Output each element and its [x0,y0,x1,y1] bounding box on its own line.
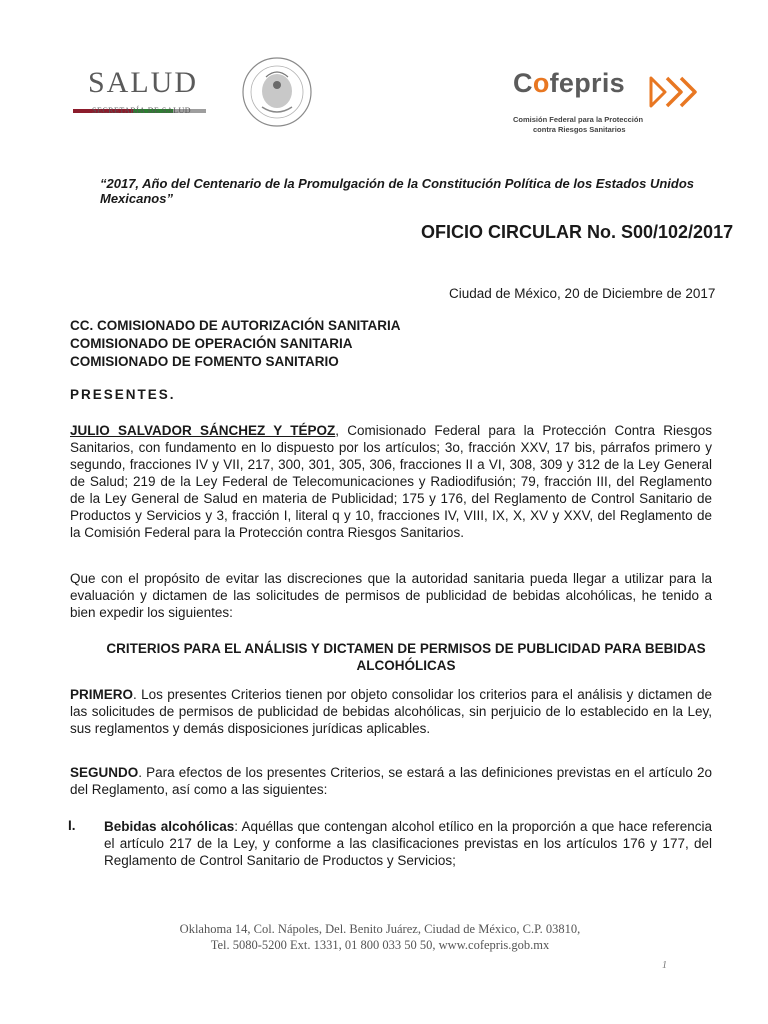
national-seal-icon [236,55,318,130]
date-line: Ciudad de México, 20 de Diciembre de 2017 [449,286,716,301]
addressee-line: COMISIONADO DE OPERACIÓN SANITARIA [70,336,353,351]
list-item-term: Bebidas alcohólicas [104,819,235,834]
criteria-heading: CRITERIOS PARA EL ANÁLISIS Y DICTAMEN DE PERMISOS DE PUBLICIDAD PARA BEBIDAS ALCOHÓLICAS [106,641,706,673]
page-number: 1 [662,960,667,971]
year-motto: “2017, Año del Centenario de la Promulgación de la Constitución Política de los Estados Unidos Mexicanos” [100,176,695,206]
cofepris-logo-text: Cofepris [513,68,625,98]
primero-paragraph [70,686,712,737]
segundo-paragraph [70,764,712,798]
addressee-line: CC. COMISIONADO DE AUTORIZACIÓN SANITARIA [70,318,401,333]
commissioner-name: JULIO SALVADOR SÁNCHEZ Y TÉPOZ [70,423,336,438]
presentes-heading: PRESENTES. [70,387,176,402]
salud-logo-text: SALUD [88,66,199,99]
footer-contact: Tel. 5080-5200 Ext. 1331, 01 800 033 50 50, www.cofepris.gob.mx [210,938,550,952]
primero-label: PRIMERO [70,687,134,702]
salud-logo-subtitle: SECRETARÍA DE SALUD [92,106,192,115]
salud-logo-bar [73,100,206,104]
cofepris-logo-subtitle-1: Comisión Federal para la Protección [513,115,644,124]
list-item [104,818,712,869]
list-item-text: : Aquéllas que contengan alcohol etílico en la proporción a que hace referencia el artículo 217 de la Ley, y conforme a las clasificaciones previstas en los artículos 176 y 177, del Reglamento de Control Sanitario de Productos y Servicios; [104,819,712,868]
segundo-text: . Para efectos de los presentes Criterios, se estará a las definiciones previstas en el artículo 2o del Reglamento, así como a las siguientes: [70,765,712,797]
legal-basis-paragraph [70,422,712,541]
cofepris-logo-subtitle-2: contra Riesgos Sanitarios [533,125,626,134]
footer-address: Oklahoma 14, Col. Nápoles, Del. Benito Juárez, Ciudad de México, C.P. 03810, [179,922,581,936]
segundo-label: SEGUNDO [70,765,139,780]
list-item-number: I. [68,818,76,833]
legal-basis-text: , Comisionado Federal para la Protección Contra Riesgos Sanitarios, con fundamento en lo dispuesto por los artículos; 3o, fracción XXV, 17 bis, párrafos primero y segundo, fracciones IV y VII, 217, 300, 301, 305, 306, fracciones II a VI, 308, 309 y 312 de la Ley General de Salud; 219 de la Ley Federal de Telecomunicaciones y Radiodifusión; 79, fracción III, del Reglamento de la Ley General de Salud en materia de Publicidad; 175 y 176, del Reglamento de Control Sanitario de Productos y Servicios y 3, fracción I, literal q y 10, fracciones IV, VIII, IX, X, XV y XXV, del Reglamento de la Comisión Federal para la Protección contra Riesgos Sanitarios. [70,423,712,540]
oficio-number: OFICIO CIRCULAR No. S00/102/2017 [421,222,734,242]
cofepris-arrows-icon [647,74,707,110]
purpose-paragraph: Que con el propósito de evitar las discreciones que la autoridad sanitaria pueda llegar a utilizar para la evaluación y dictamen de las solicitudes de permisos de publicidad de bebidas alcohólicas, he tenido a bien expedir los siguientes: [70,571,712,620]
primero-text: . Los presentes Criterios tienen por objeto consolidar los criterios para el análisis y dictamen de las solicitudes de permisos de publicidad de bebidas alcohólicas, sin perjuicio de lo establecido en la Ley, sus reglamentos y demás disposiciones jurídicas aplicables. [70,687,712,736]
addressee-line: COMISIONADO DE FOMENTO SANITARIO [70,354,339,369]
